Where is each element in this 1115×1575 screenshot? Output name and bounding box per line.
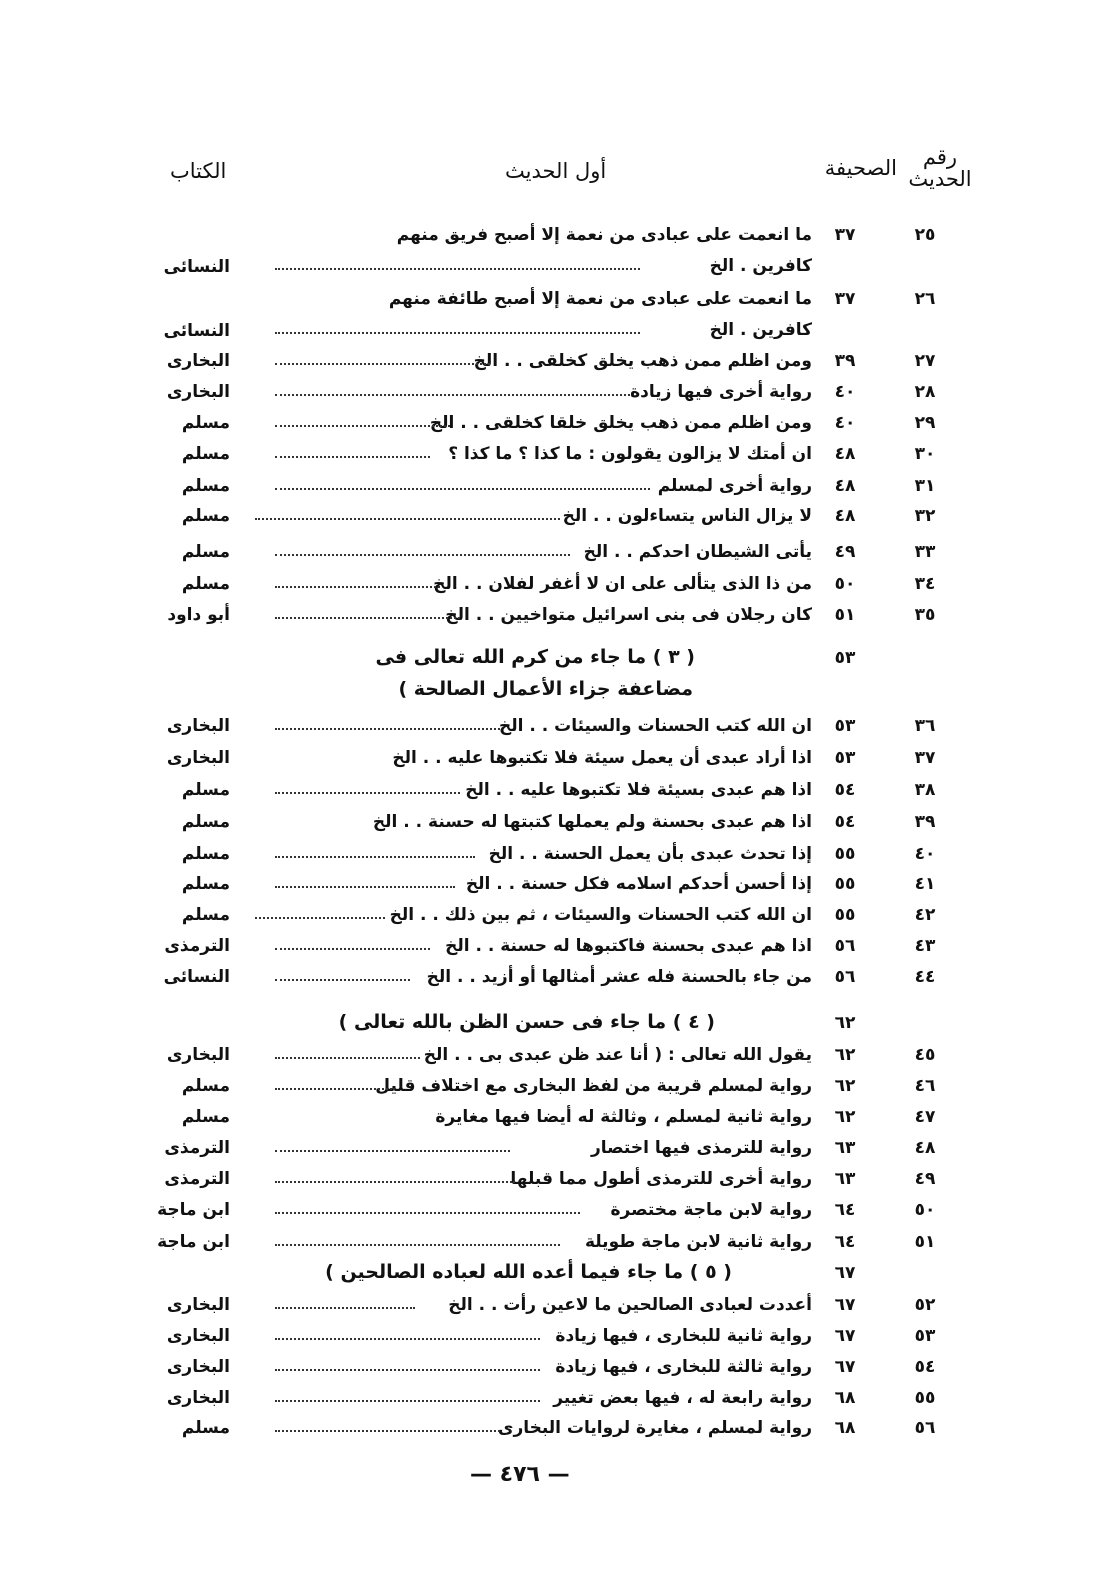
hadith-number: ٥٦ [914,1418,936,1438]
hadith-number: ٣٧ [914,748,936,768]
hadith-start-text: اذا أراد عبدى أن يعمل سيئة فلا تكتبوها عليه . . الخ [392,748,812,768]
dotted-leader [275,1088,395,1090]
header-book: الكتاب [170,159,227,183]
book-name: مسلم [181,844,230,864]
book-name: الترمذى [164,936,230,956]
header-hadith-number-line2: الحديث [908,167,972,192]
section-page-number: ٥٣ [834,648,856,668]
table-row [0,444,1115,474]
hadith-number: ٣٤ [914,574,936,594]
table-row [0,476,1115,506]
book-name: البخارى [166,1388,230,1408]
section-heading: ( ٥ ) ما جاء فيما أعده الله لعباده الصالحين ) [325,1261,732,1283]
table-row [0,506,1115,536]
table-row [0,542,1115,572]
page-reference: ٣٧ [834,225,856,245]
hadith-number: ٥٠ [914,1200,936,1220]
dotted-leader [275,1150,510,1152]
hadith-number: ٣٠ [914,444,936,464]
section-page-number: ٦٢ [834,1013,856,1033]
section-heading-continuation: مضاعفة جزاء الأعمال الصالحة ) [398,678,693,700]
page-reference: ٥٦ [834,936,856,956]
hadith-start-text: ما انعمت على عبادى من نعمة إلا أصبح فريق منهم [396,225,812,245]
hadith-number: ٢٥ [914,225,936,245]
hadith-number: ٥٣ [914,1326,936,1346]
page-reference: ٦٧ [834,1357,856,1377]
book-name: مسلم [181,506,230,526]
dotted-leader [275,979,410,981]
header-hadith-number-line1: رقم [922,145,958,169]
hadith-number: ٤٥ [914,1045,936,1065]
hadith-number: ٣٣ [914,542,936,562]
table-row [0,289,1115,319]
hadith-number: ٣٥ [914,605,936,625]
book-name: الترمذى [164,1138,230,1158]
page-reference: ٥٥ [834,844,856,864]
book-name: ابن ماجة [157,1232,230,1252]
dotted-leader [275,1057,420,1059]
page-reference: ٤٨ [834,444,856,464]
dotted-leader [275,1338,540,1340]
dotted-leader [275,488,650,490]
page-reference: ٥١ [834,605,856,625]
book-name: مسلم [181,905,230,925]
page-reference: ٦٣ [834,1169,856,1189]
hadith-start-text: ان الله كتب الحسنات والسيئات ، ثم بين ذلك . . الخ [389,905,812,925]
dotted-leader [275,792,460,794]
book-name: مسلم [181,1076,230,1096]
page-reference: ٣٧ [834,289,856,309]
dotted-leader [275,1212,580,1214]
dotted-leader [275,1244,560,1246]
page-reference: ٦٢ [834,1045,856,1065]
hadith-start-text: رواية لمسلم قريبة من لفظ البخارى مع اختلاف قليل [375,1076,812,1096]
book-name: البخارى [166,382,230,402]
dotted-leader [275,1400,540,1402]
book-name: النسائى [163,257,230,277]
book-name: مسلم [181,542,230,562]
dotted-leader [275,728,500,730]
table-row [0,812,1115,842]
hadith-start-text: رواية لابن ماجة مختصرة [610,1200,812,1220]
hadith-start-text: ان الله كتب الحسنات والسيئات . . الخ [498,716,812,736]
hadith-number: ٥١ [914,1232,936,1252]
page-reference: ٥٤ [834,812,856,832]
table-row [0,225,1115,255]
section-heading: ( ٤ ) ما جاء فى حسن الظن بالله تعالى ) [338,1011,715,1033]
book-name: البخارى [166,351,230,371]
hadith-start-text: رواية أخرى لمسلم [657,476,812,496]
book-name: ابن ماجة [157,1200,230,1220]
hadith-number: ٣٢ [914,506,936,526]
hadith-start-text: ومن اظلم ممن ذهب يخلق كخلقى . . الخ [473,351,812,371]
table-row [0,780,1115,810]
dotted-leader [275,554,570,556]
hadith-number: ٤٧ [914,1107,936,1127]
hadith-start-text: ومن اظلم ممن ذهب يخلق خلقا كخلقى . . الخ [429,413,812,433]
hadith-number: ٣٨ [914,780,936,800]
dotted-leader [275,1307,415,1309]
page-reference: ٥٦ [834,967,856,987]
dotted-leader [275,1430,500,1432]
hadith-number: ٢٩ [914,413,936,433]
page-reference: ٦٣ [834,1138,856,1158]
hadith-number: ٢٨ [914,382,936,402]
dotted-leader [275,1181,515,1183]
book-name: أبو داود [167,605,230,625]
book-name: البخارى [166,1326,230,1346]
page-reference: ٣٩ [834,351,856,371]
hadith-number: ٤٨ [914,1138,936,1158]
book-name: البخارى [166,1045,230,1065]
page-reference: ٦٨ [834,1418,856,1438]
table-row [0,874,1115,904]
hadith-start-text: رواية أخرى فيها زيادة [630,382,812,402]
book-name: مسلم [181,574,230,594]
book-name: مسلم [181,780,230,800]
book-name: مسلم [181,444,230,464]
section-heading: ( ٣ ) ما جاء من كرم الله تعالى فى [375,646,695,668]
hadith-start-text: رواية رابعة له ، فيها بعض تغيير [553,1388,812,1408]
dotted-leader [275,456,430,458]
hadith-start-text: من ذا الذى يتألى على ان لا أغفر لفلان . . الخ [433,574,812,594]
page-reference: ٥٥ [834,874,856,894]
hadith-text-continuation: كافرين . الخ [709,256,812,276]
book-name: النسائى [163,967,230,987]
hadith-number: ٢٦ [914,289,936,309]
dotted-leader [275,1369,540,1371]
book-name: مسلم [181,1107,230,1127]
dotted-leader [275,332,640,334]
page-reference: ٦٢ [834,1107,856,1127]
hadith-number: ٤٣ [914,936,936,956]
page-reference: ٤٨ [834,506,856,526]
book-name: البخارى [166,1357,230,1377]
hadith-number: ٤٦ [914,1076,936,1096]
dotted-leader [275,856,475,858]
hadith-number: ٥٥ [914,1388,936,1408]
dotted-leader [275,617,460,619]
dotted-leader [275,268,640,270]
hadith-start-text: رواية لمسلم ، مغايرة لروايات البخارى [497,1418,812,1438]
section-page-number: ٦٧ [834,1263,856,1283]
hadith-start-text: ان أمتك لا يزالون يقولون : ما كذا ؟ ما كذا ؟ [448,444,812,464]
dotted-leader [275,886,455,888]
page-reference: ٥٤ [834,780,856,800]
hadith-number: ٣٦ [914,716,936,736]
page-reference: ٤٠ [834,382,856,402]
hadith-number: ٤٠ [914,844,936,864]
page-reference: ٥٥ [834,905,856,925]
hadith-number: ٢٧ [914,351,936,371]
hadith-number: ٤٩ [914,1169,936,1189]
hadith-start-text: رواية للترمذى فيها اختصار [590,1138,812,1158]
hadith-number: ٥٢ [914,1295,936,1315]
dotted-leader [275,948,430,950]
hadith-start-text: يأتى الشيطان احدكم . . الخ [583,542,812,562]
page-reference: ٦٤ [834,1200,856,1220]
book-name: مسلم [181,476,230,496]
hadith-start-text: اذا هم عبدى بسيئة فلا تكتبوها عليه . . الخ [465,780,812,800]
page-reference: ٥٣ [834,716,856,736]
hadith-start-text: رواية ثانية للبخارى ، فيها زيادة [555,1326,812,1346]
book-name: البخارى [166,1295,230,1315]
hadith-start-text: إذا تحدث عبدى بأن يعمل الحسنة . . الخ [488,844,812,864]
table-row [0,1107,1115,1137]
hadith-number: ٤٤ [914,967,936,987]
table-row [0,905,1115,935]
hadith-start-text: اذا هم عبدى بحسنة ولم يعملها كتبتها له حسنة . . الخ [372,812,812,832]
dotted-leader [275,586,440,588]
table-row [0,1418,1115,1448]
header-hadith-start: أول الحديث [505,159,607,183]
hadith-start-text: ما انعمت على عبادى من نعمة إلا أصبح طائفة منهم [388,289,812,309]
header-hadith-number [905,146,975,190]
book-name: البخارى [166,716,230,736]
hadith-start-text: رواية ثانية لابن ماجة طويلة [584,1232,812,1252]
page-reference: ٦٧ [834,1295,856,1315]
book-name: الترمذى [164,1169,230,1189]
dotted-leader [255,917,385,919]
page-reference: ٥٣ [834,748,856,768]
hadith-text-continuation: كافرين . الخ [709,320,812,340]
hadith-start-text: كان رجلان فى بنى اسرائيل متواخيين . . الخ [445,605,812,625]
header-page: الصحيفة [824,156,897,180]
hadith-number: ٥٤ [914,1357,936,1377]
page-reference: ٤٠ [834,413,856,433]
book-name: مسلم [181,1418,230,1438]
hadith-start-text: إذا أحسن أحدكم اسلامه فكل حسنة . . الخ [465,874,812,894]
hadith-start-text: أعددت لعبادى الصالحين ما لاعين رأت . . الخ [448,1295,812,1315]
hadith-number: ٣٩ [914,812,936,832]
hadith-start-text: رواية أخرى للترمذى أطول مما قبلها [510,1169,812,1189]
table-row [0,413,1115,443]
page-reference: ٦٧ [834,1326,856,1346]
page-reference: ٤٩ [834,542,856,562]
hadith-start-text: رواية ثالثة للبخارى ، فيها زيادة [555,1357,812,1377]
table-row [0,574,1115,604]
page-number: — ٤٧٦ — [470,1462,570,1487]
book-name: البخارى [166,748,230,768]
table-row [0,1076,1115,1106]
hadith-start-text: رواية ثانية لمسلم ، وثالثة له أيضا فيها مغايرة [435,1107,812,1127]
hadith-number: ٤٢ [914,905,936,925]
hadith-start-text: من جاء بالحسنة فله عشر أمثالها أو أزيد . . الخ [426,967,812,987]
book-name: مسلم [181,874,230,894]
book-name: مسلم [181,413,230,433]
page-reference: ٦٢ [834,1076,856,1096]
page-reference: ٦٨ [834,1388,856,1408]
table-row [0,844,1115,874]
hadith-start-text: لا يزال الناس يتساءلون . . الخ [562,506,812,526]
book-name: النسائى [163,321,230,341]
hadith-number: ٤١ [914,874,936,894]
dotted-leader [275,363,490,365]
hadith-number: ٣١ [914,476,936,496]
page-reference: ٦٤ [834,1232,856,1252]
dotted-leader [275,394,630,396]
hadith-start-text: اذا هم عبدى بحسنة فاكتبوها له حسنة . . الخ [445,936,812,956]
dotted-leader [275,425,450,427]
dotted-leader [255,518,560,520]
hadith-start-text: يقول الله تعالى : ( أنا عند ظن عبدى بى . . الخ [423,1045,812,1065]
page-reference: ٥٠ [834,574,856,594]
page-reference: ٤٨ [834,476,856,496]
book-name: مسلم [181,812,230,832]
